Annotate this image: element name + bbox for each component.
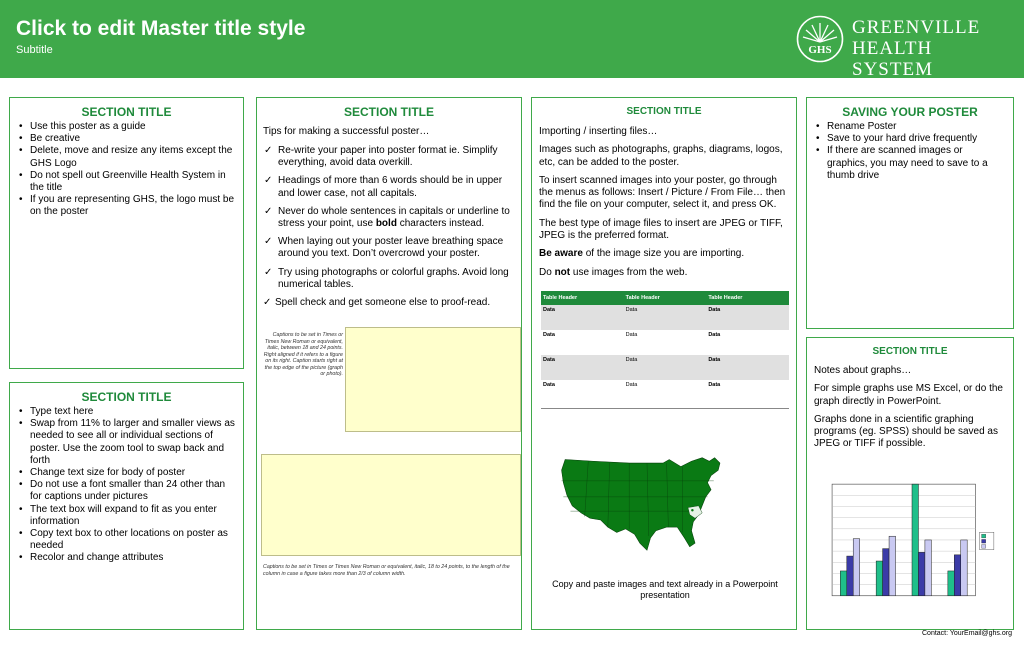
legend-swatch [982,539,986,543]
list-item: • Be creative [18,133,235,145]
list-item: • If there are scanned images or graphics, you may need to save to a thumb drive [815,145,1005,182]
text: of the image size you are importing. [582,248,745,260]
saving-list [815,121,1005,182]
legend-swatch [982,545,986,549]
paragraph: Images such as photographs, graphs, diagrams, logos, etc, can be added to the poster. [539,144,783,168]
poster-header [0,0,1024,78]
poster-title[interactable]: Click to edit Master title style [16,17,306,40]
bar [925,540,931,596]
table-row [541,305,789,330]
paragraph [539,248,791,260]
list-item: ✓ Headings of more than 6 words should be in upper and lower case, not all capitals. [263,175,517,199]
section-box-instructions[interactable] [9,382,244,630]
list-item: • If you are representing GHS, the logo must be on the poster [18,194,235,218]
bar [876,561,882,596]
table-header: Table Header [706,291,789,305]
table-row [541,330,789,355]
svg-text:GHS: GHS [808,44,832,56]
list-item: ✓ Re-write your paper into poster format ie. Simplify everything, avoid data overkill. [263,145,517,169]
last-tip: ✓ Spell check and get someone else to proof-read. [263,297,490,308]
list-item: • The text box will expand to fit as you enter information [18,504,235,528]
table-cell: Data [706,355,789,380]
logo-line2: HEALTH SYSTEM [852,38,933,80]
emphasis: not [554,266,571,278]
ghs-logo [796,15,1006,80]
list-item: • Recolor and change attributes [18,552,235,564]
ghs-logo-mark-icon [796,15,844,63]
logo-line1: GREENVILLE [852,17,981,38]
list-item: • Use this poster as a guide [18,121,235,133]
table-cell: Data [624,305,707,330]
table-cell: Data [541,305,624,330]
contact-email[interactable]: Contact: YourEmail@ghs.org [922,630,1012,637]
list-item: • Swap from 11% to larger and smaller views as needed to see all or individual sections of poster. Use the zoom tool to swap back and forth [18,418,235,467]
table-cell: Data [543,332,555,338]
list-item: • Rename Poster [815,121,1005,133]
image-placeholder[interactable] [345,327,521,432]
table-cell: Data [541,355,624,380]
text: Do [539,266,555,278]
paragraph: Graphs done in a scientific graphing programs (eg. SPSS) should be saved as JPEG or TIFF if possible. [814,413,998,450]
section-box-guide[interactable] [9,97,244,369]
caption-bottom: Captions to be set in Times or Times New Roman or equivalent, italic, 18 to 24 points, to the length of the column in case a figure takes more than 2/3 of column width. [263,564,510,577]
ghs-logo-text [852,17,1006,80]
list-item: • Change text size for body of poster [18,467,235,479]
paragraph: Importing / inserting files… [539,126,658,137]
image-placeholder[interactable] [261,454,521,556]
table-cell: Data [708,332,721,338]
table-row [541,355,789,380]
table-cell: Data [624,355,707,380]
text: use images from the web. [570,266,688,278]
bar [853,539,859,596]
section-title: SECTION TITLE [344,105,434,119]
section-title: SECTION TITLE [626,106,702,117]
table-header: Table Header [541,291,624,305]
paragraph: The best type of image files to insert are JPEG or TIFF, JPEG is the preferred format. [539,217,783,242]
table-header: Table Header [624,291,707,305]
table-row [541,380,789,405]
section-box-saving[interactable] [806,97,1014,329]
table-cell: Data [708,382,721,388]
table-divider [541,408,789,409]
list-item: • Copy text box to other locations on poster as needed [18,528,235,552]
map-caption: Copy and paste images and text already in a Powerpoint presentation [552,579,778,600]
graphs-text [814,365,1010,451]
tip-text: Never do whole sentences in capitals or underline to stress your point, use [278,205,510,230]
legend-swatch [982,534,986,538]
table-cell: Data [706,305,789,330]
section-title: SECTION TITLE [81,390,172,404]
poster-subtitle[interactable]: Subtitle [16,44,53,56]
bar [948,571,954,596]
list-item: • Type text here [18,406,235,418]
bar [883,549,889,596]
paragraph: For simple graphs use MS Excel, or do the graph directly in PowerPoint. [814,383,1003,407]
section-box-importing[interactable] [531,97,797,630]
list-item: • Save to your hard drive frequently [815,133,1005,145]
data-table[interactable] [541,291,789,405]
table-cell: Data [543,382,555,388]
bar [961,540,967,596]
list-item: ✓ Try using photographs or colorful graphs. Avoid long numerical tables. [263,267,517,291]
section-title: SECTION TITLE [872,346,948,357]
list-item: • Delete, move and resize any items except the GHS Logo [18,145,235,169]
bar [847,556,853,596]
caption-right: Captions to be set in Times or Times New Roman or equivalent, italic, between 18 and 24 points. Right aligned if it refers to a figure on its right. Caption starts right at the top edge of the picture (graph or photo). [263,332,343,377]
list-item: • Do not use a font smaller than 24 other than for captions under pictures [18,479,235,503]
bar [840,571,846,596]
paragraph: Notes about graphs… [814,365,912,376]
section-box-graphs[interactable] [806,337,1014,630]
importing-text [539,126,791,279]
instructions-list [18,406,235,565]
table-cell: Data [625,382,638,388]
bar-chart[interactable] [821,478,1007,606]
bar [889,536,895,596]
section-title: SECTION TITLE [81,105,172,119]
bar [954,555,960,596]
list-item: • Do not spell out Greenville Health System in the title [18,170,235,194]
section-title: SAVING YOUR POSTER [842,105,978,119]
paragraph [539,267,791,279]
list-item: ✓ When laying out your poster leave breathing space around you text. Don’t overcrowd your poster. [263,236,517,260]
section-box-tips[interactable] [256,97,522,630]
bar [912,484,918,596]
guide-list [18,121,235,219]
list-item [263,206,517,230]
us-map-image[interactable] [558,450,736,558]
tips-list [263,145,517,297]
table-cell: Data [625,332,638,338]
tip-tail: characters instead. [396,218,485,230]
tips-intro: Tips for making a successful poster… [263,126,430,137]
tip-bold: bold [375,218,397,230]
bar [918,552,924,595]
emphasis: Be aware [539,248,583,260]
paragraph: To insert scanned images into your poster, go through the menus as follows: Insert / Picture / From File… then find the file on your computer, select it, and press OK. [539,174,786,211]
table-header-row [541,291,789,305]
